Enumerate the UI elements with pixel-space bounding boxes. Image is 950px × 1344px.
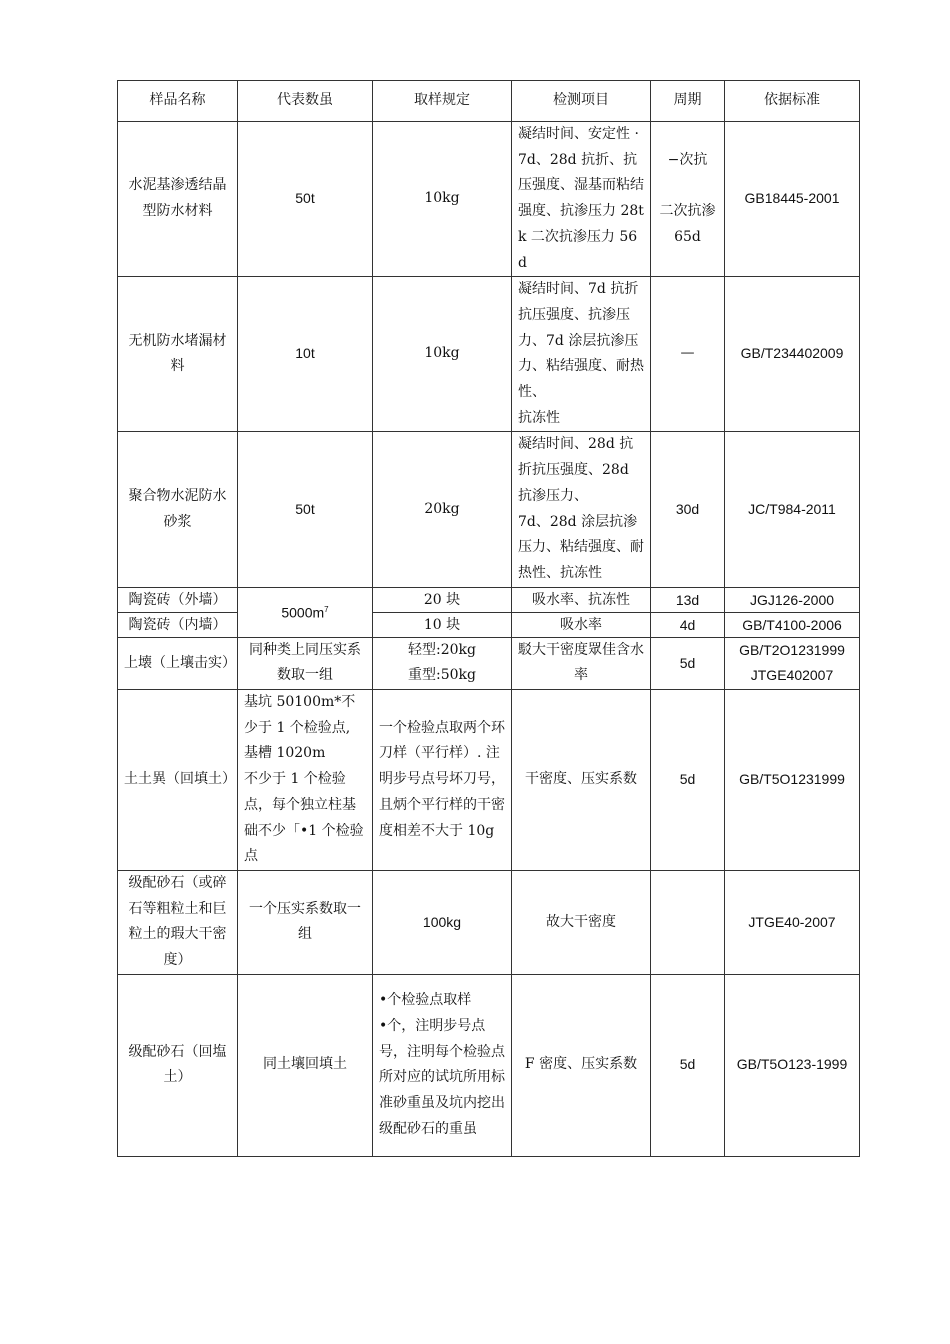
period-cell: 13d	[651, 587, 725, 612]
table-row	[118, 587, 860, 612]
standard-cell: JGJ126-2000	[725, 587, 860, 612]
table-row	[118, 612, 860, 637]
standard-cell: GB/T5O123-1999	[725, 974, 860, 1156]
sampling-rule-cell: 10 块	[373, 612, 512, 637]
quantity-cell: 一个压实系数取一组	[238, 870, 373, 974]
standard-cell: JC/T984-2011	[725, 432, 860, 587]
test-items-cell: 干密度、压实系数	[512, 690, 651, 871]
sample-name-cell: 陶瓷砖（外墙）	[118, 587, 238, 612]
test-items-cell: 駁大干密度眾佳含水率	[512, 637, 651, 689]
sample-name-cell: 土土異（回填土）	[118, 690, 238, 871]
period-cell: 5d	[651, 690, 725, 871]
period-cell: 5d	[651, 974, 725, 1156]
sampling-rule-cell: 20kg	[373, 432, 512, 587]
standard-cell: GB18445-2001	[725, 122, 860, 277]
test-items-cell: F 密度、压实系数	[512, 974, 651, 1156]
table-row	[118, 277, 860, 432]
sampling-rule-cell: 一个检验点取两个环刀样（平行样）. 注明步号点号坏刀号，且炳个平行样的干密度相差不大于 10g	[373, 690, 512, 871]
test-items-cell: 凝结时间、28d 抗折抗压强度、28d 抗渗压力、 7d、28d 涂层抗渗压力、粘结强度、耐热性、抗冻性	[512, 432, 651, 587]
header-cell: 检测项目	[512, 81, 651, 122]
table-row	[118, 637, 860, 689]
test-items-cell: 故大干密度	[512, 870, 651, 974]
sampling-rule-cell: 10kg	[373, 277, 512, 432]
sample-name-cell: 级配砂石（回塩土）	[118, 974, 238, 1156]
period-cell: −次抗 二次抗渗 65d	[651, 122, 725, 277]
table-row	[118, 974, 860, 1156]
quantity-cell: 10t	[238, 277, 373, 432]
test-items-cell: 凝结时间、安定性 · 7d、28d 抗折、抗压强度、湿基而粘结强度、抗渗压力 28tk 二次抗渗压力 56d	[512, 122, 651, 277]
quantity-superscript: 7	[324, 605, 329, 615]
sample-name-cell: 无机防水堵漏材料	[118, 277, 238, 432]
quantity-cell: 同土壤回填土	[238, 974, 373, 1156]
table-header-row	[118, 81, 860, 122]
sampling-rule-cell: 100kg	[373, 870, 512, 974]
header-cell: 取样规定	[373, 81, 512, 122]
sample-name-cell: 水泥基渗透结晶型防水材料	[118, 122, 238, 277]
period-cell	[651, 870, 725, 974]
sampling-rule-cell: 20 块	[373, 587, 512, 612]
header-cell: 依据标准	[725, 81, 860, 122]
quantity-cell	[238, 587, 373, 637]
test-items-cell: 吸水率	[512, 612, 651, 637]
period-cell: 30d	[651, 432, 725, 587]
header-cell: 代表数虽	[238, 81, 373, 122]
table-row	[118, 432, 860, 587]
quantity-cell: 基坑 50100m*不少于 1 个检验点, 基槽 1020m 不少于 1 个检验点，每个独立柱基础不少「•1 个检验点	[238, 690, 373, 871]
quantity-cell: 50t	[238, 122, 373, 277]
sampling-rule-cell: 10kg	[373, 122, 512, 277]
sample-name-cell: 级配砂石（或碎石等粗粒土和巨粒土的瑕大干密度）	[118, 870, 238, 974]
table-row	[118, 690, 860, 871]
sample-name-cell: 上壊（上壤击实）	[118, 637, 238, 689]
quantity-cell: 同种类上同压实系数取一组	[238, 637, 373, 689]
standard-cell: JTGE40-2007	[725, 870, 860, 974]
period-cell: —	[651, 277, 725, 432]
table-row	[118, 122, 860, 277]
sampling-rule-cell: 轻型:20kg 重型:50kg	[373, 637, 512, 689]
standard-cell: GB/T5O1231999	[725, 690, 860, 871]
period-cell: 4d	[651, 612, 725, 637]
period-cell: 5d	[651, 637, 725, 689]
header-cell: 周期	[651, 81, 725, 122]
table-row	[118, 870, 860, 974]
header-cell: 样品名称	[118, 81, 238, 122]
standard-cell: GB/T234402009	[725, 277, 860, 432]
sampling-rule-cell: •个检验点取样 •个，注明步号点号，注明每个检验点所对应的试坑所用标准砂重虽及坑内挖出级配砂石的重虽	[373, 974, 512, 1156]
standard-cell: GB/T2O1231999 JTGE402007	[725, 637, 860, 689]
sampling-spec-table	[117, 80, 860, 1157]
quantity-cell: 50t	[238, 432, 373, 587]
test-items-cell: 凝结时间、7d 抗折抗压强度、抗渗压力、7d 涂层抗渗压力、粘结强度、耐热性、 抗冻性	[512, 277, 651, 432]
quantity-value: 5000m	[281, 605, 325, 622]
sample-name-cell: 陶瓷砖（内墙）	[118, 612, 238, 637]
sample-name-cell: 聚合物水泥防水砂浆	[118, 432, 238, 587]
standard-cell: GB/T4100-2006	[725, 612, 860, 637]
test-items-cell: 吸水率、抗冻性	[512, 587, 651, 612]
